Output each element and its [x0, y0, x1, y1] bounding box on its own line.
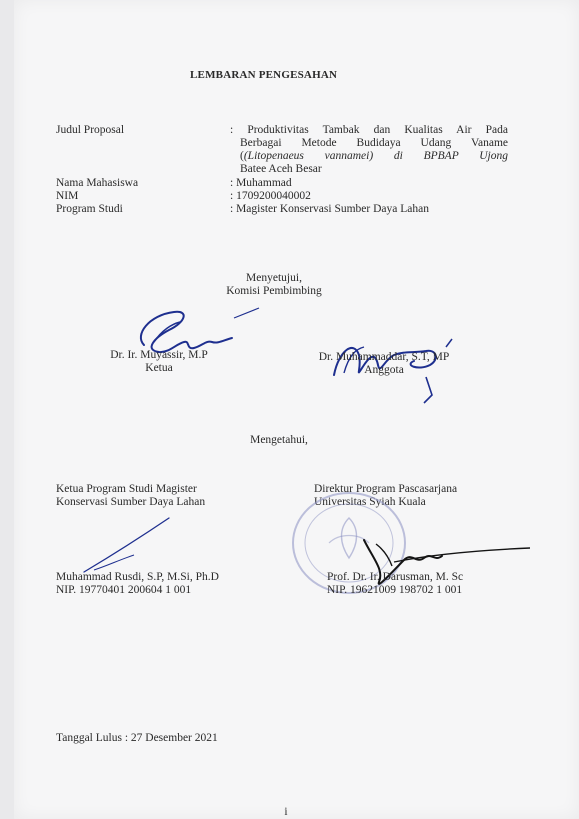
- approval-subheading: Komisi Pembimbing: [226, 285, 322, 297]
- value-program-studi: : Magister Konservasi Sumber Daya Lahan: [230, 203, 429, 215]
- initial-mark: [229, 298, 269, 328]
- acknowledge-right-name: Prof. Dr. Ir. Darusman, M. Sc: [327, 571, 464, 583]
- approval-right-name: Dr. Muhammaddar, S.T, MP: [318, 351, 450, 363]
- approval-right-role: Anggota: [364, 364, 404, 376]
- approval-heading: Menyetujui,: [246, 272, 302, 284]
- approval-left-role: Ketua: [145, 362, 173, 374]
- acknowledge-left-name: Muhammad Rusdi, S.P, M.Si, Ph.D: [56, 571, 219, 583]
- document-title: LEMBARAN PENGESAHAN: [190, 69, 338, 81]
- acknowledge-right-nip: NIP. 19621009 198702 1 001: [327, 584, 463, 596]
- label-program-studi: Program Studi: [56, 203, 123, 215]
- acknowledge-left-nip: NIP. 19770401 200604 1 001: [56, 584, 192, 596]
- document-page: [14, 0, 579, 819]
- value-nama-mahasiswa: : Muhammad: [230, 177, 292, 189]
- label-judul-proposal: Judul Proposal: [56, 124, 125, 136]
- page-number: i: [284, 806, 288, 818]
- approval-left-name: Dr. Ir. Muyassir, M.P: [110, 349, 208, 361]
- value-judul-line-1: : Produktivitas Tambak dan Kualitas Air Pada: [230, 124, 508, 136]
- acknowledge-right-title-2: Universitas Syiah Kuala: [314, 496, 426, 508]
- species-italic: (Litopenaeus vannamei) di BPBAP Ujong: [243, 150, 508, 162]
- value-judul-line-4: Batee Aceh Besar: [240, 163, 322, 175]
- signature-rusdi: [74, 510, 184, 580]
- acknowledge-right-title-1: Direktur Program Pascasarjana: [314, 483, 458, 495]
- label-nim: NIM: [56, 190, 79, 202]
- value-judul-line-2: Berbagai Metode Budidaya Udang Vaname: [240, 137, 508, 149]
- value-judul-line-3: ((Litopenaeus vannamei) di BPBAP Ujong: [240, 150, 508, 162]
- acknowledge-left-title-2: Konservasi Sumber Daya Lahan: [56, 496, 206, 508]
- value-nim: : 1709200040002: [230, 190, 311, 202]
- acknowledge-heading: Mengetahui,: [250, 434, 308, 446]
- graduation-date: Tanggal Lulus : 27 Desember 2021: [56, 732, 218, 744]
- label-nama-mahasiswa: Nama Mahasiswa: [56, 177, 139, 189]
- acknowledge-left-title-1: Ketua Program Studi Magister: [56, 483, 197, 495]
